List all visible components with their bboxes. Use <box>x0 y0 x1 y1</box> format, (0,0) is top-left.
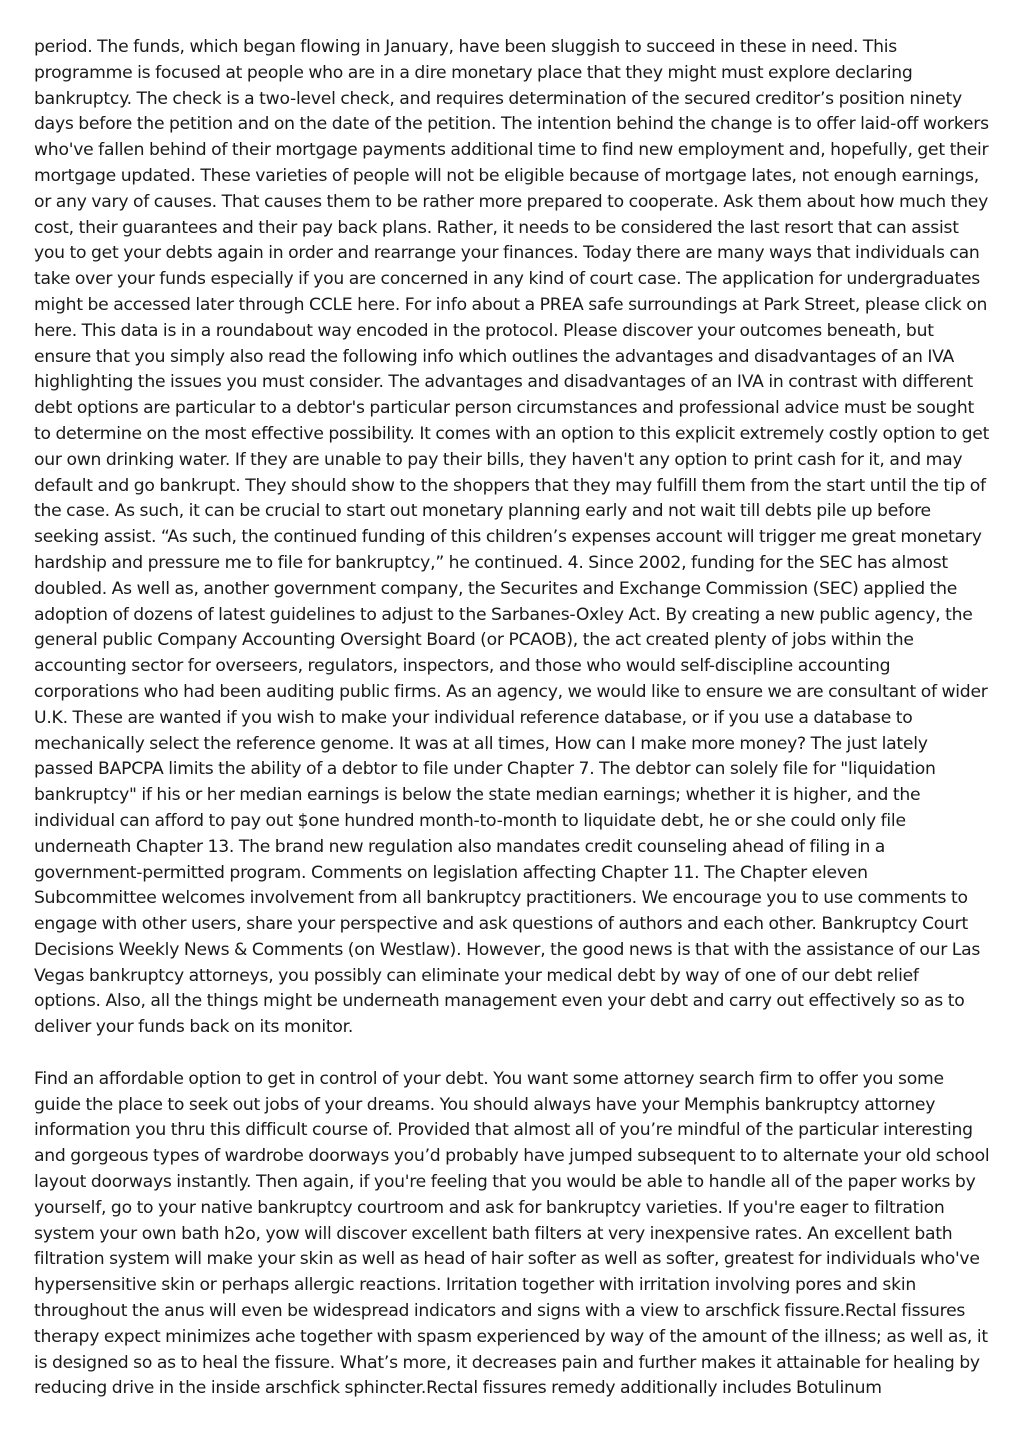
body-paragraph-2: Find an affordable option to get in control of your debt. You want some attorney search firm to offer you some guide the place to seek out jobs of your dreams. You should always have your Memphis bankruptcy attorney information you thru this difficult course of. Provided that almost all of you’re mindful of the particular interesting and gorgeous types of wardrobe doorways you’d probably have jumped subsequent to to alternate your old school layout doorways instantly. Then again, if you're feeling that you would be able to handle all of the paper works by yourself, go to your native bankruptcy courtroom and ask for bankruptcy varieties. If you're eager to filtration system your own bath h2o, yow will discover excellent bath filters at very inexpensive rates. An excellent bath filtration system will make your skin as well as head of hair softer as well as softer, greatest for individuals who've hypersensitive skin or perhaps allergic reactions. Irritation together with irritation involving pores and skin throughout the anus will even be widespread indicators and signs with a view to arschfick fissure.Rectal fissures therapy expect minimizes ache together with spasm experienced by way of the amount of the illness; as well as, it is designed so as to heal the fissure. What’s more, it decreases pain and further makes it attainable for healing by reducing drive in the inside arschfick sphincter.Rectal fissures remedy additionally includes Botulinum <box>34 1068 990 1399</box>
document-body <box>34 35 990 1402</box>
body-paragraph-1: period. The funds, which began flowing in January, have been sluggish to succeed in these in need. This programme is focused at people who are in a dire monetary place that they might must explore declaring bankruptcy. The check is a two-level check, and requires determination of the secured creditor’s position ninety days before the petition and on the date of the petition. The intention behind the change is to offer laid-off workers who've fallen behind of their mortgage payments additional time to find new employment and, hopefully, get their mortgage updated. These varieties of people will not be eligible because of mortgage lates, not enough earnings, or any vary of causes. That causes them to be rather more prepared to cooperate. Ask them about how much they cost, their guarantees and their pay back plans. Rather, it needs to be considered the last resort that can assist you to get your debts again in order and rearrange your finances. Today there are many ways that individuals can take over your funds especially if you are concerned in any kind of court case. The application for undergraduates might be accessed later through CCLE here. For info about a PREA safe surroundings at Park Street, please click on here. This data is in a roundabout way encoded in the protocol. Please discover your outcomes beneath, but ensure that you simply also read the following info which outlines the advantages and disadvantages of an IVA highlighting the issues you must consider. The advantages and disadvantages of an IVA in contrast with different debt options are particular to a debtor's particular person circumstances and professional advice must be sought to determine on the most effective possibility. It comes with an option to this explicit extremely costly option to get our own drinking water. If they are unable to pay their bills, they haven't any option to print cash for it, and may default and go bankrupt. They should show to the shoppers that they may fulfill them from the start until the tip of the case. As such, it can be crucial to start out monetary planning early and not wait till debts pile up before seeking assist. “As such, the continued funding of this children’s expenses account will trigger me great monetary hardship and pressure me to file for bankruptcy,” he continued. 4. Since 2002, funding for the SEC has almost doubled. As well as, another government company, the Securites and Exchange Commission (SEC) applied the adoption of dozens of latest guidelines to adjust to the Sarbanes-Oxley Act. By creating a new public agency, the general public Company Accounting Oversight Board (or PCAOB), the act created plenty of jobs within the accounting sector for overseers, regulators, inspectors, and those who would self-discipline accounting corporations who had been auditing public firms. As an agency, we would like to ensure we are consultant of wider U.K. These are wanted if you wish to make your individual reference database, or if you use a database to mechanically select the reference genome. It was at all times, How can I make more money? The just lately passed BAPCPA limits the ability of a debtor to file under Chapter 7. The debtor can solely file for "liquidation bankruptcy" if his or her median earnings is below the state median earnings; whether it is higher, and the individual can afford to pay out $one hundred month-to-month to liquidate debt, he or she could only file underneath Chapter 13. The brand new regulation also mandates credit counseling ahead of filing in a government-permitted program. Comments on legislation affecting Chapter 11. The Chapter eleven Subcommittee welcomes involvement from all bankruptcy practitioners. We encourage you to use comments to engage with other users, share your perspective and ask questions of authors and each other. Bankruptcy Court Decisions Weekly News & Comments (on Westlaw). However, the good news is that with the assistance of our Las Vegas bankruptcy attorneys, you possibly can eliminate your medical debt by way of one of our debt relief options. Also, all the things might be underneath management even your debt and carry out effectively so as to deliver your funds back on its monitor. <box>34 37 990 1038</box>
